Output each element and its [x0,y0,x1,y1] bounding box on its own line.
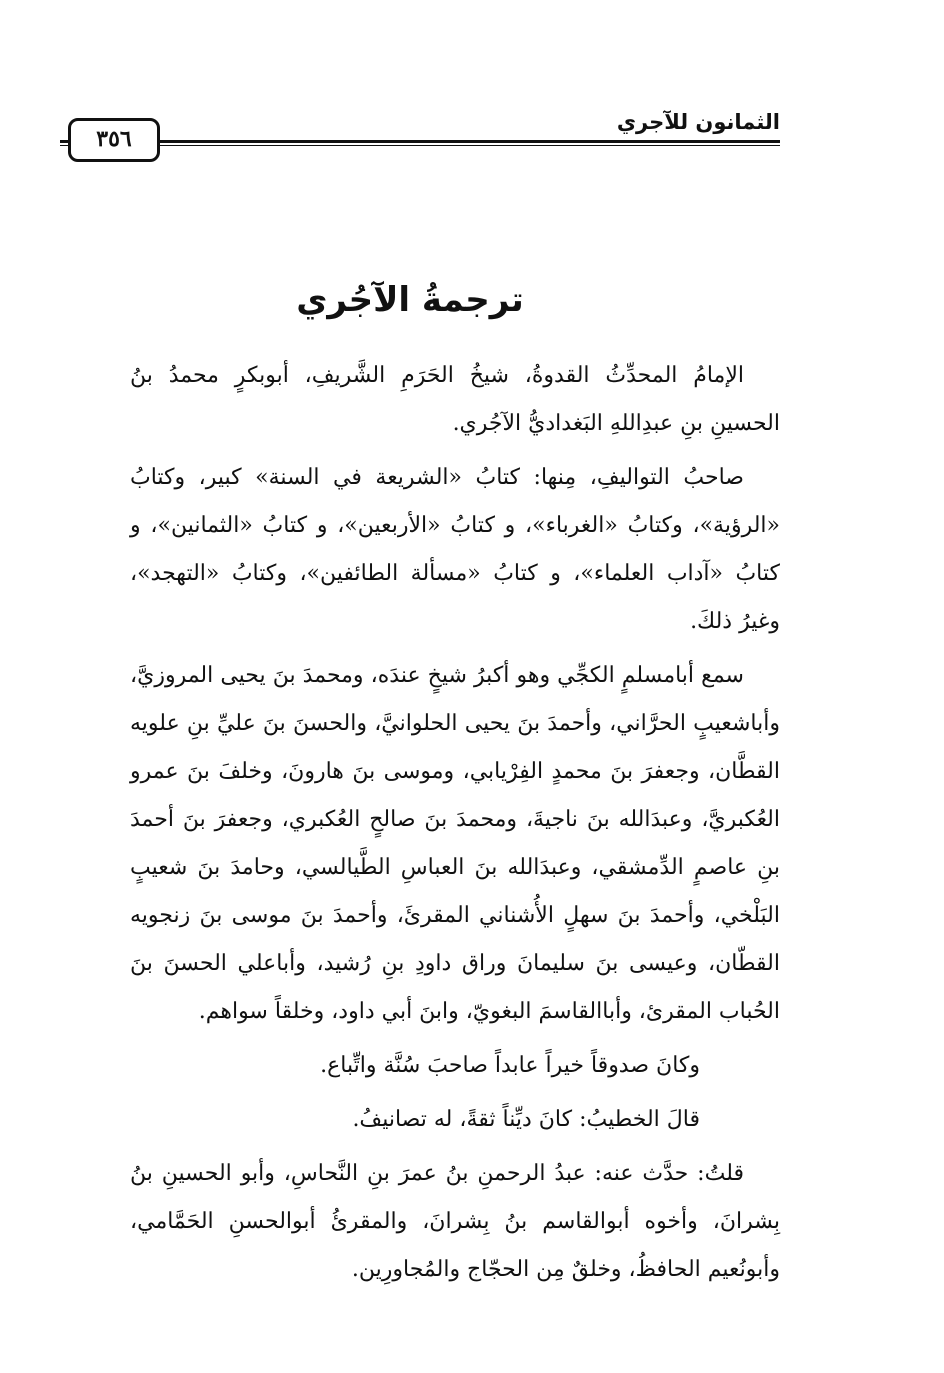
paragraph-intro: الإمامُ المحدِّثُ القدوةُ، شيخُ الحَرَمِ الشَّريفِ، أبوبكرٍ محمدُ بنُ الحسينِ بنِ عبدِاللهِ البَغداديُّ الآجُري. [130,363,780,436]
body-text [130,352,780,1300]
paragraph-teachers: سمع أبامسلمٍ الكجِّي وهو أكبرُ شيخٍ عندَه، ومحمدَ بنَ يحيى المروزيَّ، وأباشعيبٍ الحرَّاني، وأحمدَ بنَ يحيى الحلوانيَّ، والحسنَ بنَ عليِّ بنِ علويه القطَّان، وجعفرَ بنَ محمدٍ الفِرْيابي، وموسى بنَ هارونَ، وخلفَ بنَ عمرو العُكبريَّ، وعبدَالله بنَ ناجيةَ، ومحمدَ بنَ صالحٍ العُكبري، وجعفرَ بنَ أحمدَ بنِ عاصمٍ الدِّمشقي، وعبدَالله بنَ العباسِ الطَّيالسي، وحامدَ بنَ شعيبٍ البَلْخي، وأحمدَ بنَ سهلٍ الأُشناني المقرئَ، وأحمدَ بنَ موسى بنَ زنجويه القطّان، وعيسى بنَ سليمانَ وراق داودِ بنِ رُشيد، وأباعلي الحسنَ بنَ الحُباب المقرئ، وأباالقاسمَ البغويّ، وابنَ أبي داود، وخلقاً سواهم. [130,663,780,1024]
paragraph-students: قلتُ: حدَّث عنه: عبدُ الرحمنِ بنُ عمرَ بنِ النَّحاسِ، وأبو الحسينِ بنُ بِشرانَ، وأخوه أبوالقاسم بنُ بِشرانَ، والمقرئُ أبوالحسنِ الحَمَّامي، وأبونُعيم الحافظُ، وخلقٌ مِن الحجّاج والمُجاورِين. [130,1161,780,1282]
running-title: الثمانون للآجري [616,110,780,134]
paragraph-khatib-quote: قالَ الخطيبُ: كانَ ديِّناً ثقةً، له تصانيفُ. [352,1107,700,1132]
header-rule-thin [60,145,780,146]
page-header [60,100,780,160]
paragraph-works: صاحبُ التواليفِ، مِنها: كتابُ «الشريعة في السنة» كبير، وكتابُ «الرؤية»، وكتابُ «الغرباء»، و كتابُ «الأربعين»، و كتابُ «الثمانين»، و كتابُ «آداب العلماء»، و كتابُ «مسألة الطائفين»، وكتابُ «التهجد»، وغيرُ ذلكَ. [130,465,780,634]
page-number: ٣٥٦ [68,118,160,162]
chapter-title: ترجمةُ الآجُري [296,280,524,320]
paragraph-character: وكانَ صدوقاً خيراً عابداً صاحبَ سُنَّة واتِّباع. [320,1053,700,1078]
header-rule [60,140,780,143]
